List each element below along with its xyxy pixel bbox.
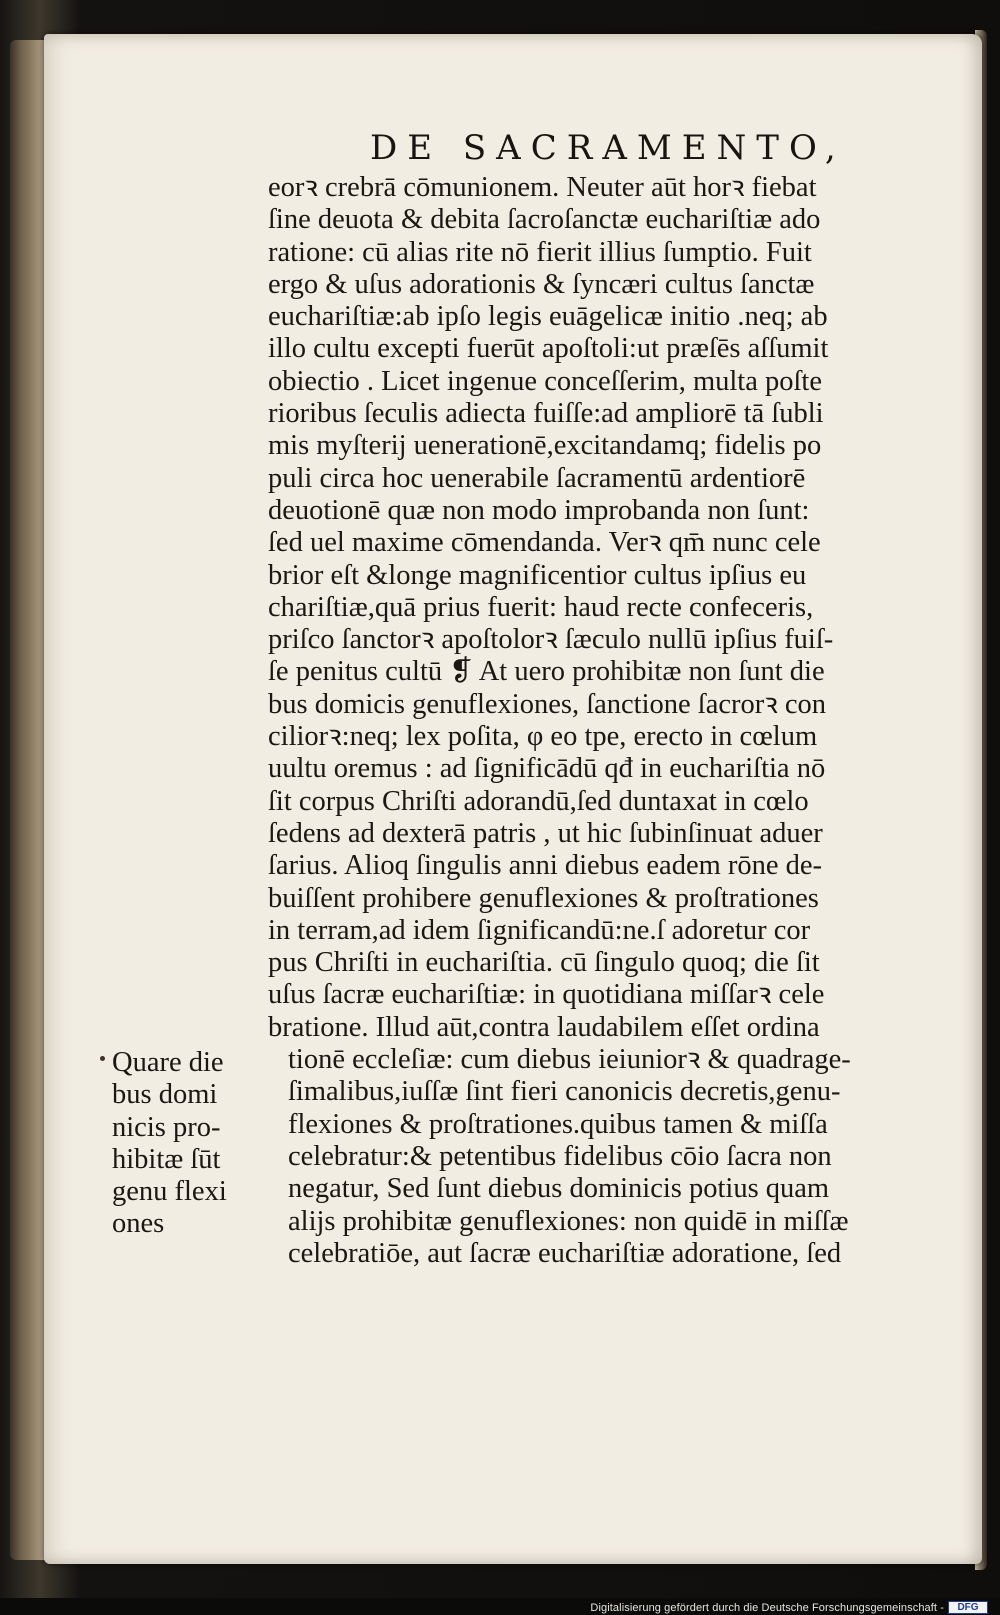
text-line: obiectio . Licet ingenue conceſſerim, multa poſte bbox=[268, 365, 822, 397]
marginal-note-line: Quare die bbox=[112, 1047, 224, 1078]
text-line: deuotionē quæ non modo improbanda non ſunt: bbox=[268, 494, 810, 526]
text-line: euchariſtiæ:ab ipſo legis euāgelicæ initio .neq; ab bbox=[268, 301, 828, 333]
text-line: ſimalibus,iuſſæ ſint fieri canonicis decretis,genu- bbox=[288, 1076, 841, 1108]
text-line: buiſſent prohibere genuflexiones & proſtrationes bbox=[268, 882, 819, 914]
text-line: negatur, Sed ſunt diebus dominicis potius quam bbox=[288, 1173, 830, 1205]
marginal-note-line: nicis pro- bbox=[112, 1111, 221, 1143]
text-line: uultu oremus : ad ſignificādū qđ in euchariſtia nō bbox=[268, 753, 826, 785]
dfg-logo: DFG bbox=[948, 1601, 988, 1614]
text-line: ciliorꝛ:neq; lex poſita, φ eo tpe, erecto in cœlum bbox=[268, 721, 818, 753]
text-line: ergo & uſus adorationis & ſyncæri cultus ſanctæ bbox=[268, 268, 815, 300]
text-line: ſit corpus Chriſti adorandū,ſed duntaxat in cœlo bbox=[268, 785, 809, 817]
marginal-note-line: hibitæ ſūt bbox=[112, 1143, 221, 1175]
text-line: eorꝛ crebrā cōmunionem. Neuter aūt horꝛ fiebat bbox=[268, 172, 817, 203]
text-line: celebratiōe, aut ſacræ euchariſtiæ adoratione, ſed bbox=[288, 1237, 842, 1269]
text-line: bratione. Illud aūt,contra laudabilem eſſet ordina bbox=[268, 1011, 820, 1043]
text-line: tionē eccleſiæ: cum diebus ieiuniorꝛ & quadrage- bbox=[288, 1044, 851, 1076]
marginal-note-line: genu flexi bbox=[112, 1176, 227, 1208]
marginal-note bbox=[112, 1047, 262, 1241]
text-line: ſe penitus cultū ❡ At uero prohibitæ non ſunt die bbox=[268, 656, 825, 688]
text-line: rioribus ſeculis adiecta fuiſſe:ad ampliorē tā ſubli bbox=[268, 398, 824, 430]
marginal-note-line: ones bbox=[112, 1208, 165, 1240]
margin-dot-mark bbox=[100, 1056, 105, 1061]
text-line: alijs prohibitæ genuflexiones: non quidē in miſſæ bbox=[288, 1205, 849, 1237]
book-edge-left bbox=[10, 40, 46, 1560]
text-line: mis myſterij uenerationē,excitandamq; fidelis po bbox=[268, 430, 822, 462]
text-line: chariſtiæ,quā prius fuerit: haud recte confeceris, bbox=[268, 591, 814, 623]
main-text-block bbox=[268, 172, 948, 1270]
text-line: brior eſt &longe magnificentior cultus ipſius eu bbox=[268, 559, 807, 591]
text-line: celebratur:& petentibus fidelibus cōio ſacra non bbox=[288, 1140, 832, 1172]
text-line: illo cultu excepti fuerūt apoſtoli:ut præſēs aſſumit bbox=[268, 333, 829, 365]
digitization-credit: Digitalisierung gefördert durch die Deutsche Forschungsgemeinschaft - bbox=[590, 1602, 944, 1614]
text-line: puli circa hoc uenerabile ſacramentū ardentiorē bbox=[268, 462, 806, 494]
text-line: ſedens ad dexterā patris , ut hic ſubinſinuat aduer bbox=[268, 817, 823, 849]
text-line: ſarius. Alioq ſingulis anni diebus eadem rōne de- bbox=[268, 850, 823, 882]
text-line: ratione: cū alias rite nō fierit illius ſumptio. Fuit bbox=[268, 236, 812, 268]
text-line: priſco ſanctorꝛ apoſtolorꝛ ſæculo nullū ipſius fuiſ- bbox=[268, 624, 834, 656]
marginal-note-line: bus domi bbox=[112, 1079, 218, 1111]
text-line: in terram,ad idem ſignificandū:ne.ſ adoretur cor bbox=[268, 914, 811, 946]
text-line: pus Chriſti in euchariſtia. cū ſingulo quoq; die ſit bbox=[268, 947, 820, 979]
running-head: DE SACRAMENTO, bbox=[370, 128, 846, 168]
text-line: ſed uel maxime cōmendanda. Verꝛ qm̄ nunc cele bbox=[268, 527, 821, 559]
text-line: bus domicis genuflexiones, ſanctione ſacrorꝛ con bbox=[268, 688, 827, 720]
text-line: flexiones & proſtrationes.quibus tamen & miſſa bbox=[288, 1108, 828, 1140]
text-line: uſus ſacræ euchariſtiæ: in quotidiana miſſarꝛ cele bbox=[268, 979, 825, 1011]
text-line: ſine deuota & debita ſacroſanctæ euchariſtiæ ado bbox=[268, 204, 821, 236]
